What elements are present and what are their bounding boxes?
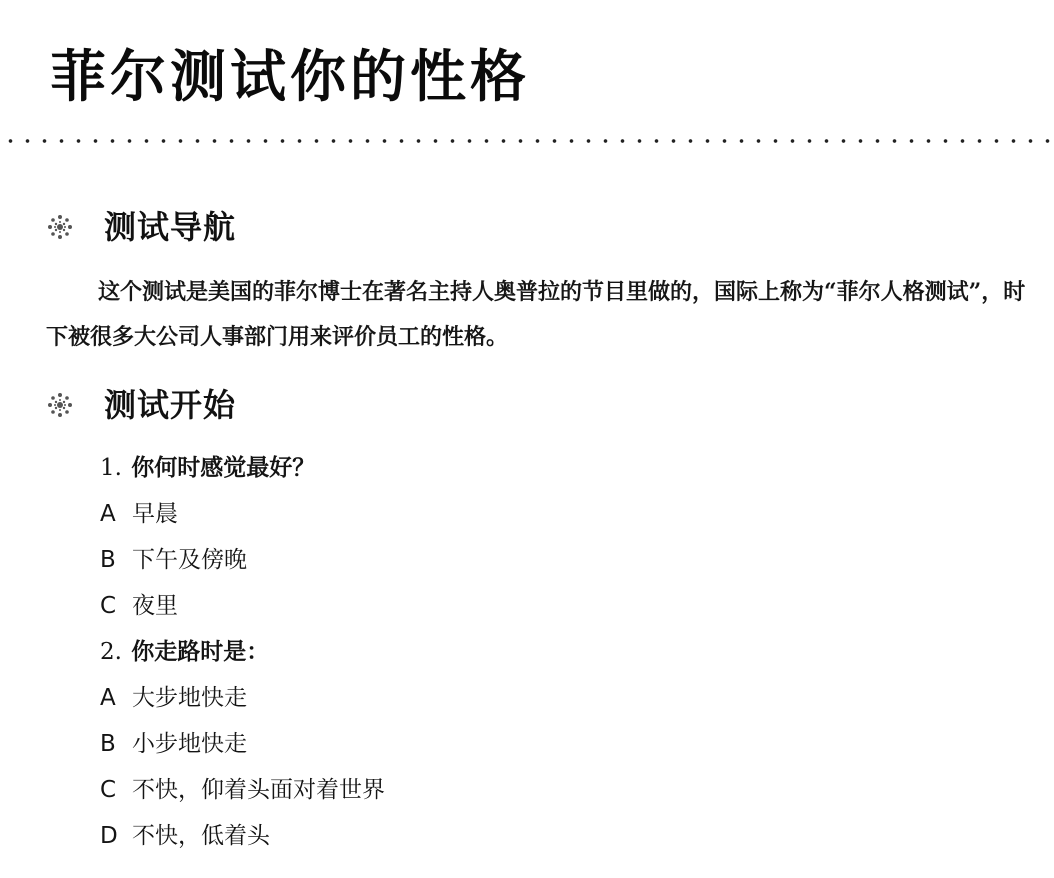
answer-option [100, 537, 385, 583]
section-heading-navigation [46, 207, 236, 247]
answer-option [100, 767, 385, 813]
question-list [100, 445, 385, 859]
answer-option [100, 813, 385, 859]
option-text: 夜里 [132, 593, 178, 619]
question-text: 你何时感觉最好？ [131, 454, 316, 481]
question-2 [100, 629, 385, 675]
option-letter: A [100, 501, 116, 527]
option-letter: D [100, 823, 118, 849]
answer-option [100, 583, 385, 629]
question-text: 你走路时是： [131, 638, 270, 665]
answer-option [100, 721, 385, 767]
question-1 [100, 445, 385, 491]
intro-paragraph: 这个测试是美国的菲尔博士在著名主持人奥普拉的节目里做的，国际上称为“菲尔人格测试”，时下被很多大公司人事部门用来评价员工的性格。 [46, 279, 1026, 350]
option-letter: B [100, 731, 116, 757]
page-title: 菲尔测试你的性格 [50, 45, 530, 110]
question-number: 2. [100, 639, 122, 665]
question-number: 1. [100, 455, 122, 481]
option-text: 小步地快走 [132, 731, 247, 757]
option-letter: B [100, 547, 116, 573]
answer-option [100, 675, 385, 721]
option-letter: C [100, 593, 117, 619]
answer-option [100, 491, 385, 537]
section-heading-text: 测试导航 [104, 208, 237, 246]
option-letter: C [100, 777, 117, 803]
option-text: 不快，仰着头面对着世界 [132, 777, 385, 803]
option-text: 不快，低着头 [132, 823, 270, 849]
option-text: 下午及傍晚 [132, 547, 247, 573]
dotted-divider [0, 138, 1054, 144]
option-text: 大步地快走 [132, 685, 247, 711]
section-heading-text: 测试开始 [104, 386, 237, 424]
option-letter: A [100, 685, 116, 711]
section-heading-start [46, 385, 236, 425]
option-text: 早晨 [132, 501, 178, 527]
ornament-icon [46, 213, 74, 241]
ornament-icon [46, 391, 74, 419]
